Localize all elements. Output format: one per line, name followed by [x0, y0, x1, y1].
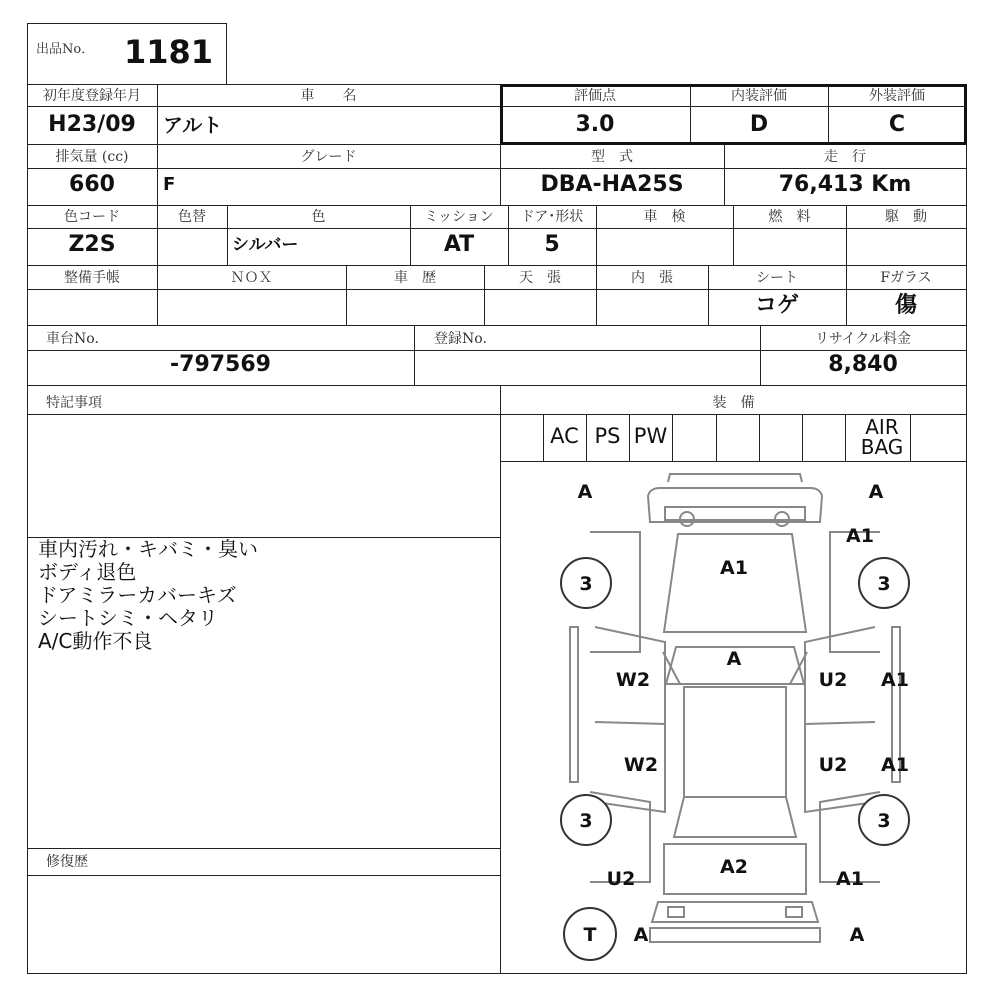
diagram-left-rear-door: W2 [623, 754, 659, 776]
displacement-label: 排気量 (cc) [55, 149, 129, 165]
reg-year-label: 初年度登録年月 [43, 88, 141, 104]
diagram-left-front-door: W2 [615, 669, 651, 691]
car-damage-diagram [500, 462, 966, 973]
car-name-label: 車 名 [300, 88, 357, 104]
lot-label: 出品No． [36, 42, 95, 57]
diagram-top-left: A [577, 481, 593, 503]
car-name-value: アルト [163, 113, 223, 137]
drive-label: 駆 動 [885, 209, 927, 225]
note-line: ドアミラーカバーキズ [38, 583, 237, 607]
equipment-label: 装 備 [712, 395, 755, 411]
exterior-grade-value: C [888, 112, 906, 137]
diagram-hood: A1 [720, 557, 748, 579]
diagram-right-rear-door: U2 [818, 754, 848, 776]
grade-value: F [163, 174, 176, 195]
mileage-label: 走 行 [824, 149, 866, 165]
color-code-value: Z2S [68, 232, 116, 257]
diagram-right-front-sill: A1 [881, 669, 909, 691]
diagram-bumper-left: A [633, 924, 649, 946]
equipment-airbag: AIR BAG [860, 415, 904, 459]
displacement-value: 660 [69, 172, 115, 197]
score-label: 評価点 [574, 88, 616, 104]
chassis-label: 車台No． [46, 331, 109, 347]
note-line: ボディ退色 [38, 560, 137, 584]
reg-no-label: 登録No． [434, 331, 497, 347]
service-book-label: 整備手帳 [64, 270, 120, 286]
note-line: A/C動作不良 [38, 629, 153, 653]
repair-history-label: 修復歴 [46, 854, 88, 870]
repaint-label: 色替 [178, 209, 206, 225]
windshield-label: Fガラス [880, 270, 932, 286]
diagram-rear-left: U2 [606, 868, 636, 890]
diagram-front-right-tire: 3 [877, 573, 891, 595]
diagram-windshield: A [726, 648, 742, 670]
exterior-grade-label: 外装評価 [869, 88, 925, 104]
color-code-label: 色コード [64, 209, 120, 225]
diagram-rear-right: A1 [836, 868, 864, 890]
windshield-value: 傷 [894, 293, 917, 318]
equipment-ac: AC [550, 424, 579, 448]
seat-label: シート [756, 270, 798, 286]
inner-trim-label: 内 張 [631, 270, 673, 286]
diagram-rear-right-tire: 3 [877, 810, 891, 832]
interior-grade-label: 内装評価 [731, 88, 787, 104]
diagram-bumper-right: A [849, 924, 865, 946]
equipment-ps: PS [594, 424, 621, 448]
chassis-value: -797569 [170, 352, 271, 377]
diagram-front-left-tire: 3 [579, 573, 593, 595]
note-line: 車内汚れ・キバミ・臭い [38, 537, 258, 561]
fuel-label: 燃 料 [768, 209, 811, 225]
seat-value: コゲ [754, 293, 799, 318]
reg-year-value: H23/09 [48, 112, 136, 137]
recycle-value: 8,840 [828, 352, 898, 377]
diagram-top-right: A [868, 481, 884, 503]
score-value: 3.0 [575, 112, 615, 137]
recycle-label: リサイクル料金 [814, 331, 912, 347]
lot-number: 1181 [124, 33, 214, 71]
door-value: 5 [544, 232, 560, 257]
inspection-label: 車 検 [643, 209, 686, 225]
diagram-front-right-fender: A1 [846, 525, 874, 547]
diagram-rear-left-tire: 3 [579, 810, 593, 832]
headliner-label: 天 張 [519, 270, 561, 286]
nox-label: ＮＯＸ [230, 270, 273, 286]
diagram-right-rear-sill: A1 [881, 754, 909, 776]
transmission-value: AT [443, 232, 475, 257]
interior-grade-value: D [749, 112, 769, 137]
grade-label: グレード [300, 149, 357, 165]
note-line: シートシミ・ヘタリ [38, 606, 218, 630]
equipment-pw: PW [633, 424, 668, 448]
color-label: 色 [311, 209, 326, 225]
door-label: ドア･形状 [520, 209, 584, 225]
model-code-label: 型 式 [591, 149, 633, 165]
diagram-right-front-door: U2 [818, 669, 848, 691]
diagram-trunk: A2 [720, 856, 748, 878]
mileage-value: 76,413 Km [778, 172, 912, 197]
notes-label: 特記事項 [46, 395, 102, 411]
history-label: 車 歴 [394, 270, 436, 286]
model-code-value: DBA-HA25S [540, 172, 684, 197]
transmission-label: ミッション [424, 209, 494, 225]
color-value: シルバー [232, 235, 299, 255]
diagram-spare-tire: T [583, 924, 597, 946]
